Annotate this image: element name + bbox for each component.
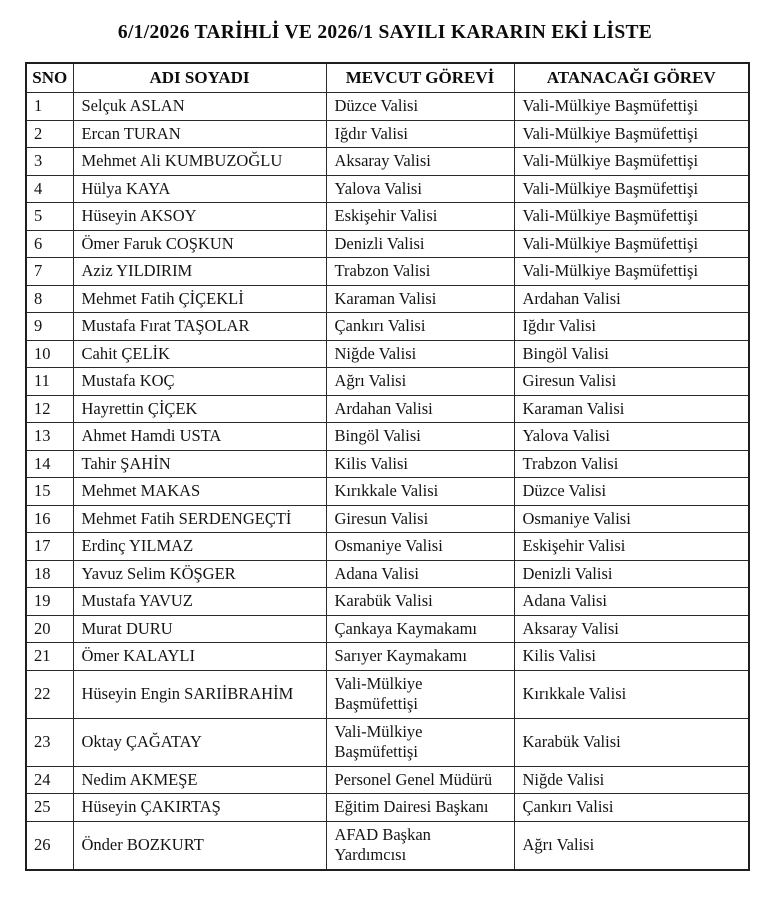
table-row xyxy=(26,368,749,396)
cell-current-role: Karabük Valisi xyxy=(326,588,514,616)
cell-name: Cahit ÇELİK xyxy=(73,340,326,368)
cell-sno: 9 xyxy=(26,313,73,341)
cell-name: Yavuz Selim KÖŞGER xyxy=(73,560,326,588)
cell-sno: 23 xyxy=(26,718,73,766)
cell-sno: 17 xyxy=(26,533,73,561)
cell-new-role: Ardahan Valisi xyxy=(514,285,749,313)
cell-current-role: Karaman Valisi xyxy=(326,285,514,313)
cell-sno: 10 xyxy=(26,340,73,368)
cell-current-role: Vali-Mülkiye Başmüfettişi xyxy=(326,718,514,766)
cell-current-role: Ardahan Valisi xyxy=(326,395,514,423)
header-sno: SNO xyxy=(26,63,73,93)
cell-current-role: Sarıyer Kaymakamı xyxy=(326,643,514,671)
cell-sno: 4 xyxy=(26,175,73,203)
table-row xyxy=(26,766,749,794)
table-row xyxy=(26,203,749,231)
cell-new-role: Vali-Mülkiye Başmüfettişi xyxy=(514,230,749,258)
table-row xyxy=(26,670,749,718)
cell-name: Mustafa YAVUZ xyxy=(73,588,326,616)
cell-sno: 8 xyxy=(26,285,73,313)
table-row xyxy=(26,175,749,203)
cell-current-role: Trabzon Valisi xyxy=(326,258,514,286)
table-row xyxy=(26,230,749,258)
cell-sno: 3 xyxy=(26,148,73,176)
cell-sno: 24 xyxy=(26,766,73,794)
cell-name: Tahir ŞAHİN xyxy=(73,450,326,478)
cell-name: Hayrettin ÇİÇEK xyxy=(73,395,326,423)
cell-name: Murat DURU xyxy=(73,615,326,643)
cell-name: Ercan TURAN xyxy=(73,120,326,148)
cell-sno: 7 xyxy=(26,258,73,286)
cell-current-role: Personel Genel Müdürü xyxy=(326,766,514,794)
cell-name: Mehmet Fatih SERDENGEÇTİ xyxy=(73,505,326,533)
cell-current-role: Aksaray Valisi xyxy=(326,148,514,176)
cell-name: Aziz YILDIRIM xyxy=(73,258,326,286)
table-row xyxy=(26,258,749,286)
table-row xyxy=(26,794,749,822)
cell-current-role: Çankırı Valisi xyxy=(326,313,514,341)
cell-current-role: Iğdır Valisi xyxy=(326,120,514,148)
cell-sno: 1 xyxy=(26,93,73,121)
cell-current-role: Eskişehir Valisi xyxy=(326,203,514,231)
cell-new-role: Adana Valisi xyxy=(514,588,749,616)
table-row xyxy=(26,643,749,671)
cell-new-role: Aksaray Valisi xyxy=(514,615,749,643)
cell-sno: 15 xyxy=(26,478,73,506)
cell-name: Ömer Faruk COŞKUN xyxy=(73,230,326,258)
cell-name: Mehmet Ali KUMBUZOĞLU xyxy=(73,148,326,176)
page-title: 6/1/2026 TARİHLİ VE 2026/1 SAYILI KARARIN EKİ LİSTE xyxy=(117,22,653,43)
cell-current-role: Yalova Valisi xyxy=(326,175,514,203)
cell-new-role: Osmaniye Valisi xyxy=(514,505,749,533)
cell-new-role: Niğde Valisi xyxy=(514,766,749,794)
cell-name: Mehmet Fatih ÇİÇEKLİ xyxy=(73,285,326,313)
cell-new-role: Vali-Mülkiye Başmüfettişi xyxy=(514,175,749,203)
cell-sno: 6 xyxy=(26,230,73,258)
cell-sno: 16 xyxy=(26,505,73,533)
table-row xyxy=(26,533,749,561)
cell-new-role: Vali-Mülkiye Başmüfettişi xyxy=(514,203,749,231)
cell-current-role: Adana Valisi xyxy=(326,560,514,588)
table-row xyxy=(26,560,749,588)
table-row xyxy=(26,120,749,148)
cell-name: Hüseyin Engin SARIİBRAHİM xyxy=(73,670,326,718)
cell-current-role: Denizli Valisi xyxy=(326,230,514,258)
table-row xyxy=(26,478,749,506)
cell-sno: 26 xyxy=(26,821,73,870)
cell-new-role: Kırıkkale Valisi xyxy=(514,670,749,718)
cell-sno: 14 xyxy=(26,450,73,478)
cell-sno: 18 xyxy=(26,560,73,588)
cell-sno: 12 xyxy=(26,395,73,423)
cell-current-role: Çankaya Kaymakamı xyxy=(326,615,514,643)
cell-new-role: Çankırı Valisi xyxy=(514,794,749,822)
cell-name: Mehmet MAKAS xyxy=(73,478,326,506)
cell-new-role: Vali-Mülkiye Başmüfettişi xyxy=(514,258,749,286)
cell-current-role: Giresun Valisi xyxy=(326,505,514,533)
cell-name: Ahmet Hamdi USTA xyxy=(73,423,326,451)
cell-name: Mustafa Fırat TAŞOLAR xyxy=(73,313,326,341)
cell-current-role: Düzce Valisi xyxy=(326,93,514,121)
header-new-role: ATANACAĞI GÖREV xyxy=(514,63,749,93)
cell-name: Nedim AKMEŞE xyxy=(73,766,326,794)
table-row xyxy=(26,395,749,423)
assignment-table xyxy=(25,62,750,871)
table-row xyxy=(26,615,749,643)
cell-current-role: Kırıkkale Valisi xyxy=(326,478,514,506)
cell-current-role: Kilis Valisi xyxy=(326,450,514,478)
table-row xyxy=(26,450,749,478)
cell-new-role: Kilis Valisi xyxy=(514,643,749,671)
cell-current-role: Niğde Valisi xyxy=(326,340,514,368)
cell-name: Ömer KALAYLI xyxy=(73,643,326,671)
cell-new-role: Karaman Valisi xyxy=(514,395,749,423)
cell-current-role: Eğitim Dairesi Başkanı xyxy=(326,794,514,822)
header-name: ADI SOYADI xyxy=(73,63,326,93)
cell-sno: 20 xyxy=(26,615,73,643)
cell-new-role: Eskişehir Valisi xyxy=(514,533,749,561)
cell-name: Mustafa KOÇ xyxy=(73,368,326,396)
table-row xyxy=(26,148,749,176)
cell-new-role: Trabzon Valisi xyxy=(514,450,749,478)
header-current-role: MEVCUT GÖREVİ xyxy=(326,63,514,93)
cell-current-role: Ağrı Valisi xyxy=(326,368,514,396)
table-row xyxy=(26,93,749,121)
cell-new-role: Karabük Valisi xyxy=(514,718,749,766)
header-row xyxy=(26,63,749,93)
table-row xyxy=(26,718,749,766)
table-row xyxy=(26,340,749,368)
cell-name: Hüseyin AKSOY xyxy=(73,203,326,231)
cell-new-role: Bingöl Valisi xyxy=(514,340,749,368)
cell-name: Erdinç YILMAZ xyxy=(73,533,326,561)
cell-current-role: Vali-Mülkiye Başmüfettişi xyxy=(326,670,514,718)
cell-sno: 2 xyxy=(26,120,73,148)
cell-new-role: Yalova Valisi xyxy=(514,423,749,451)
table-row xyxy=(26,821,749,870)
table-row xyxy=(26,423,749,451)
cell-current-role: Bingöl Valisi xyxy=(326,423,514,451)
cell-current-role: AFAD Başkan Yardımcısı xyxy=(326,821,514,870)
table-row xyxy=(26,313,749,341)
cell-new-role: Iğdır Valisi xyxy=(514,313,749,341)
cell-current-role: Osmaniye Valisi xyxy=(326,533,514,561)
cell-new-role: Giresun Valisi xyxy=(514,368,749,396)
cell-new-role: Vali-Mülkiye Başmüfettişi xyxy=(514,148,749,176)
cell-sno: 13 xyxy=(26,423,73,451)
cell-name: Hülya KAYA xyxy=(73,175,326,203)
cell-new-role: Düzce Valisi xyxy=(514,478,749,506)
table-row xyxy=(26,285,749,313)
cell-sno: 19 xyxy=(26,588,73,616)
cell-name: Oktay ÇAĞATAY xyxy=(73,718,326,766)
cell-sno: 25 xyxy=(26,794,73,822)
cell-sno: 21 xyxy=(26,643,73,671)
cell-new-role: Vali-Mülkiye Başmüfettişi xyxy=(514,120,749,148)
cell-name: Hüseyin ÇAKIRTAŞ xyxy=(73,794,326,822)
cell-sno: 5 xyxy=(26,203,73,231)
cell-name: Selçuk ASLAN xyxy=(73,93,326,121)
cell-name: Önder BOZKURT xyxy=(73,821,326,870)
cell-new-role: Ağrı Valisi xyxy=(514,821,749,870)
cell-sno: 11 xyxy=(26,368,73,396)
table-row xyxy=(26,588,749,616)
table-row xyxy=(26,505,749,533)
cell-new-role: Denizli Valisi xyxy=(514,560,749,588)
cell-sno: 22 xyxy=(26,670,73,718)
cell-new-role: Vali-Mülkiye Başmüfettişi xyxy=(514,93,749,121)
